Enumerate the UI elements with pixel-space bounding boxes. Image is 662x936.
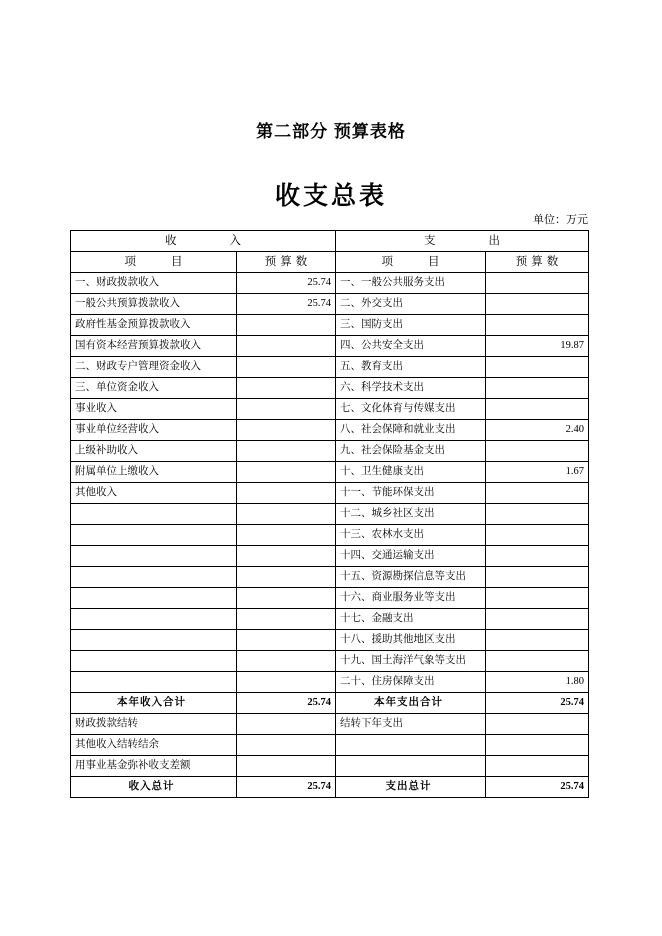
expenditure-item-label [336, 735, 486, 756]
revenue-item-amount [237, 420, 336, 441]
expenditure-item-label: 二、外交支出 [336, 294, 486, 315]
table-row [71, 399, 589, 420]
expenditure-item-amount [486, 588, 589, 609]
expenditure-item-amount: 25.74 [486, 693, 589, 714]
header-column-row [71, 252, 589, 273]
header-expenditure-group: 支 出 [336, 231, 589, 252]
expenditure-item-amount: 19.87 [486, 336, 589, 357]
unit-note: 单位：万元 [533, 214, 588, 226]
revenue-item-amount [237, 441, 336, 462]
expenditure-item-label: 九、社会保险基金支出 [336, 441, 486, 462]
revenue-item-amount [237, 735, 336, 756]
revenue-item-label [71, 525, 237, 546]
revenue-item-amount: 25.74 [237, 294, 336, 315]
revenue-item-amount [237, 609, 336, 630]
table-row [71, 441, 589, 462]
revenue-item-label: 其他收入 [71, 483, 237, 504]
expenditure-item-label: 十二、城乡社区支出 [336, 504, 486, 525]
revenue-item-amount [237, 630, 336, 651]
header-item-left: 项 目 [71, 252, 237, 273]
revenue-item-label [71, 672, 237, 693]
expenditure-item-amount [486, 546, 589, 567]
revenue-item-amount: 25.74 [237, 693, 336, 714]
revenue-item-amount [237, 525, 336, 546]
revenue-item-label: 上级补助收入 [71, 441, 237, 462]
revenue-item-label: 一般公共预算拨款收入 [71, 294, 237, 315]
expenditure-item-label: 六、科学技术支出 [336, 378, 486, 399]
revenue-item-label: 国有资本经营预算拨款收入 [71, 336, 237, 357]
table-row [71, 588, 589, 609]
revenue-item-amount [237, 567, 336, 588]
expenditure-item-amount [486, 756, 589, 777]
table-row [71, 609, 589, 630]
revenue-item-amount [237, 588, 336, 609]
revenue-item-amount [237, 714, 336, 735]
expenditure-item-amount [486, 609, 589, 630]
table-row [71, 756, 589, 777]
expenditure-item-amount [486, 651, 589, 672]
revenue-item-label [71, 504, 237, 525]
expenditure-item-amount: 1.67 [486, 462, 589, 483]
revenue-item-label: 政府性基金预算拨款收入 [71, 315, 237, 336]
revenue-item-amount [237, 378, 336, 399]
revenue-item-label: 一、财政拨款收入 [71, 273, 237, 294]
expenditure-item-amount: 1.80 [486, 672, 589, 693]
revenue-item-label: 本年收入合计 [71, 693, 237, 714]
table-row [71, 777, 589, 798]
budget-table [70, 230, 589, 798]
revenue-item-amount [237, 399, 336, 420]
expenditure-item-label [336, 756, 486, 777]
expenditure-item-amount [486, 273, 589, 294]
revenue-item-label: 附属单位上缴收入 [71, 462, 237, 483]
revenue-item-label: 事业单位经营收入 [71, 420, 237, 441]
page-title: 收支总表 [274, 183, 387, 210]
expenditure-item-amount [486, 315, 589, 336]
revenue-item-label [71, 588, 237, 609]
revenue-item-label: 二、财政专户管理资金收入 [71, 357, 237, 378]
header-amount-right: 预算数 [486, 252, 589, 273]
table-row [71, 462, 589, 483]
expenditure-item-label: 十四、交通运输支出 [336, 546, 486, 567]
revenue-item-label: 用事业基金弥补收支差额 [71, 756, 237, 777]
expenditure-item-label: 八、社会保障和就业支出 [336, 420, 486, 441]
expenditure-item-label: 一、一般公共服务支出 [336, 273, 486, 294]
table-row [71, 525, 589, 546]
table-row [71, 357, 589, 378]
revenue-item-amount [237, 336, 336, 357]
revenue-item-label [71, 609, 237, 630]
revenue-item-label [71, 567, 237, 588]
table-row [71, 378, 589, 399]
table-row [71, 546, 589, 567]
revenue-item-label: 财政拨款结转 [71, 714, 237, 735]
table-row [71, 651, 589, 672]
table-row [71, 273, 589, 294]
expenditure-item-label: 十七、金融支出 [336, 609, 486, 630]
expenditure-item-label: 三、国防支出 [336, 315, 486, 336]
table-row [71, 567, 589, 588]
table-row [71, 735, 589, 756]
revenue-item-amount [237, 672, 336, 693]
expenditure-item-amount [486, 714, 589, 735]
revenue-item-amount [237, 315, 336, 336]
revenue-item-amount [237, 462, 336, 483]
expenditure-item-amount [486, 399, 589, 420]
revenue-item-label: 其他收入结转结余 [71, 735, 237, 756]
expenditure-item-amount [486, 483, 589, 504]
revenue-item-label: 三、单位资金收入 [71, 378, 237, 399]
table-row [71, 420, 589, 441]
expenditure-item-amount [486, 567, 589, 588]
table-row [71, 483, 589, 504]
expenditure-item-label: 二十、住房保障支出 [336, 672, 486, 693]
budget-table-container [70, 230, 588, 798]
revenue-item-amount [237, 483, 336, 504]
revenue-item-amount [237, 504, 336, 525]
expenditure-item-amount [486, 735, 589, 756]
expenditure-item-amount [486, 294, 589, 315]
table-row [71, 714, 589, 735]
table-row [71, 630, 589, 651]
revenue-item-amount: 25.74 [237, 273, 336, 294]
revenue-item-label [71, 630, 237, 651]
revenue-item-amount [237, 357, 336, 378]
expenditure-item-label: 十六、商业服务业等支出 [336, 588, 486, 609]
revenue-item-label [71, 651, 237, 672]
header-amount-left: 预算数 [237, 252, 336, 273]
table-row [71, 504, 589, 525]
header-revenue-group: 收 入 [71, 231, 336, 252]
revenue-item-label: 事业收入 [71, 399, 237, 420]
expenditure-item-amount [486, 630, 589, 651]
expenditure-item-amount [486, 378, 589, 399]
expenditure-item-amount [486, 504, 589, 525]
expenditure-item-label: 四、公共安全支出 [336, 336, 486, 357]
expenditure-item-amount [486, 357, 589, 378]
expenditure-item-label: 十九、国土海洋气象等支出 [336, 651, 486, 672]
expenditure-item-amount [486, 441, 589, 462]
section-title: 第二部分 预算表格 [256, 122, 406, 141]
revenue-item-amount [237, 546, 336, 567]
table-row [71, 315, 589, 336]
table-header [71, 231, 589, 273]
expenditure-item-label: 十、卫生健康支出 [336, 462, 486, 483]
revenue-item-amount [237, 651, 336, 672]
expenditure-item-amount: 25.74 [486, 777, 589, 798]
expenditure-item-label: 支出总计 [336, 777, 486, 798]
expenditure-item-label: 结转下年支出 [336, 714, 486, 735]
expenditure-item-label: 十一、节能环保支出 [336, 483, 486, 504]
header-group-row [71, 231, 589, 252]
table-row [71, 693, 589, 714]
header-item-right: 项 目 [336, 252, 486, 273]
table-row [71, 672, 589, 693]
expenditure-item-label: 本年支出合计 [336, 693, 486, 714]
expenditure-item-amount: 2.40 [486, 420, 589, 441]
table-row [71, 336, 589, 357]
revenue-item-label: 收入总计 [71, 777, 237, 798]
revenue-item-amount [237, 756, 336, 777]
expenditure-item-amount [486, 525, 589, 546]
expenditure-item-label: 十八、援助其他地区支出 [336, 630, 486, 651]
expenditure-item-label: 十三、农林水支出 [336, 525, 486, 546]
expenditure-item-label: 七、文化体育与传媒支出 [336, 399, 486, 420]
table-body [71, 273, 589, 798]
revenue-item-amount: 25.74 [237, 777, 336, 798]
expenditure-item-label: 十五、资源勘探信息等支出 [336, 567, 486, 588]
table-row [71, 294, 589, 315]
expenditure-item-label: 五、教育支出 [336, 357, 486, 378]
revenue-item-label [71, 546, 237, 567]
